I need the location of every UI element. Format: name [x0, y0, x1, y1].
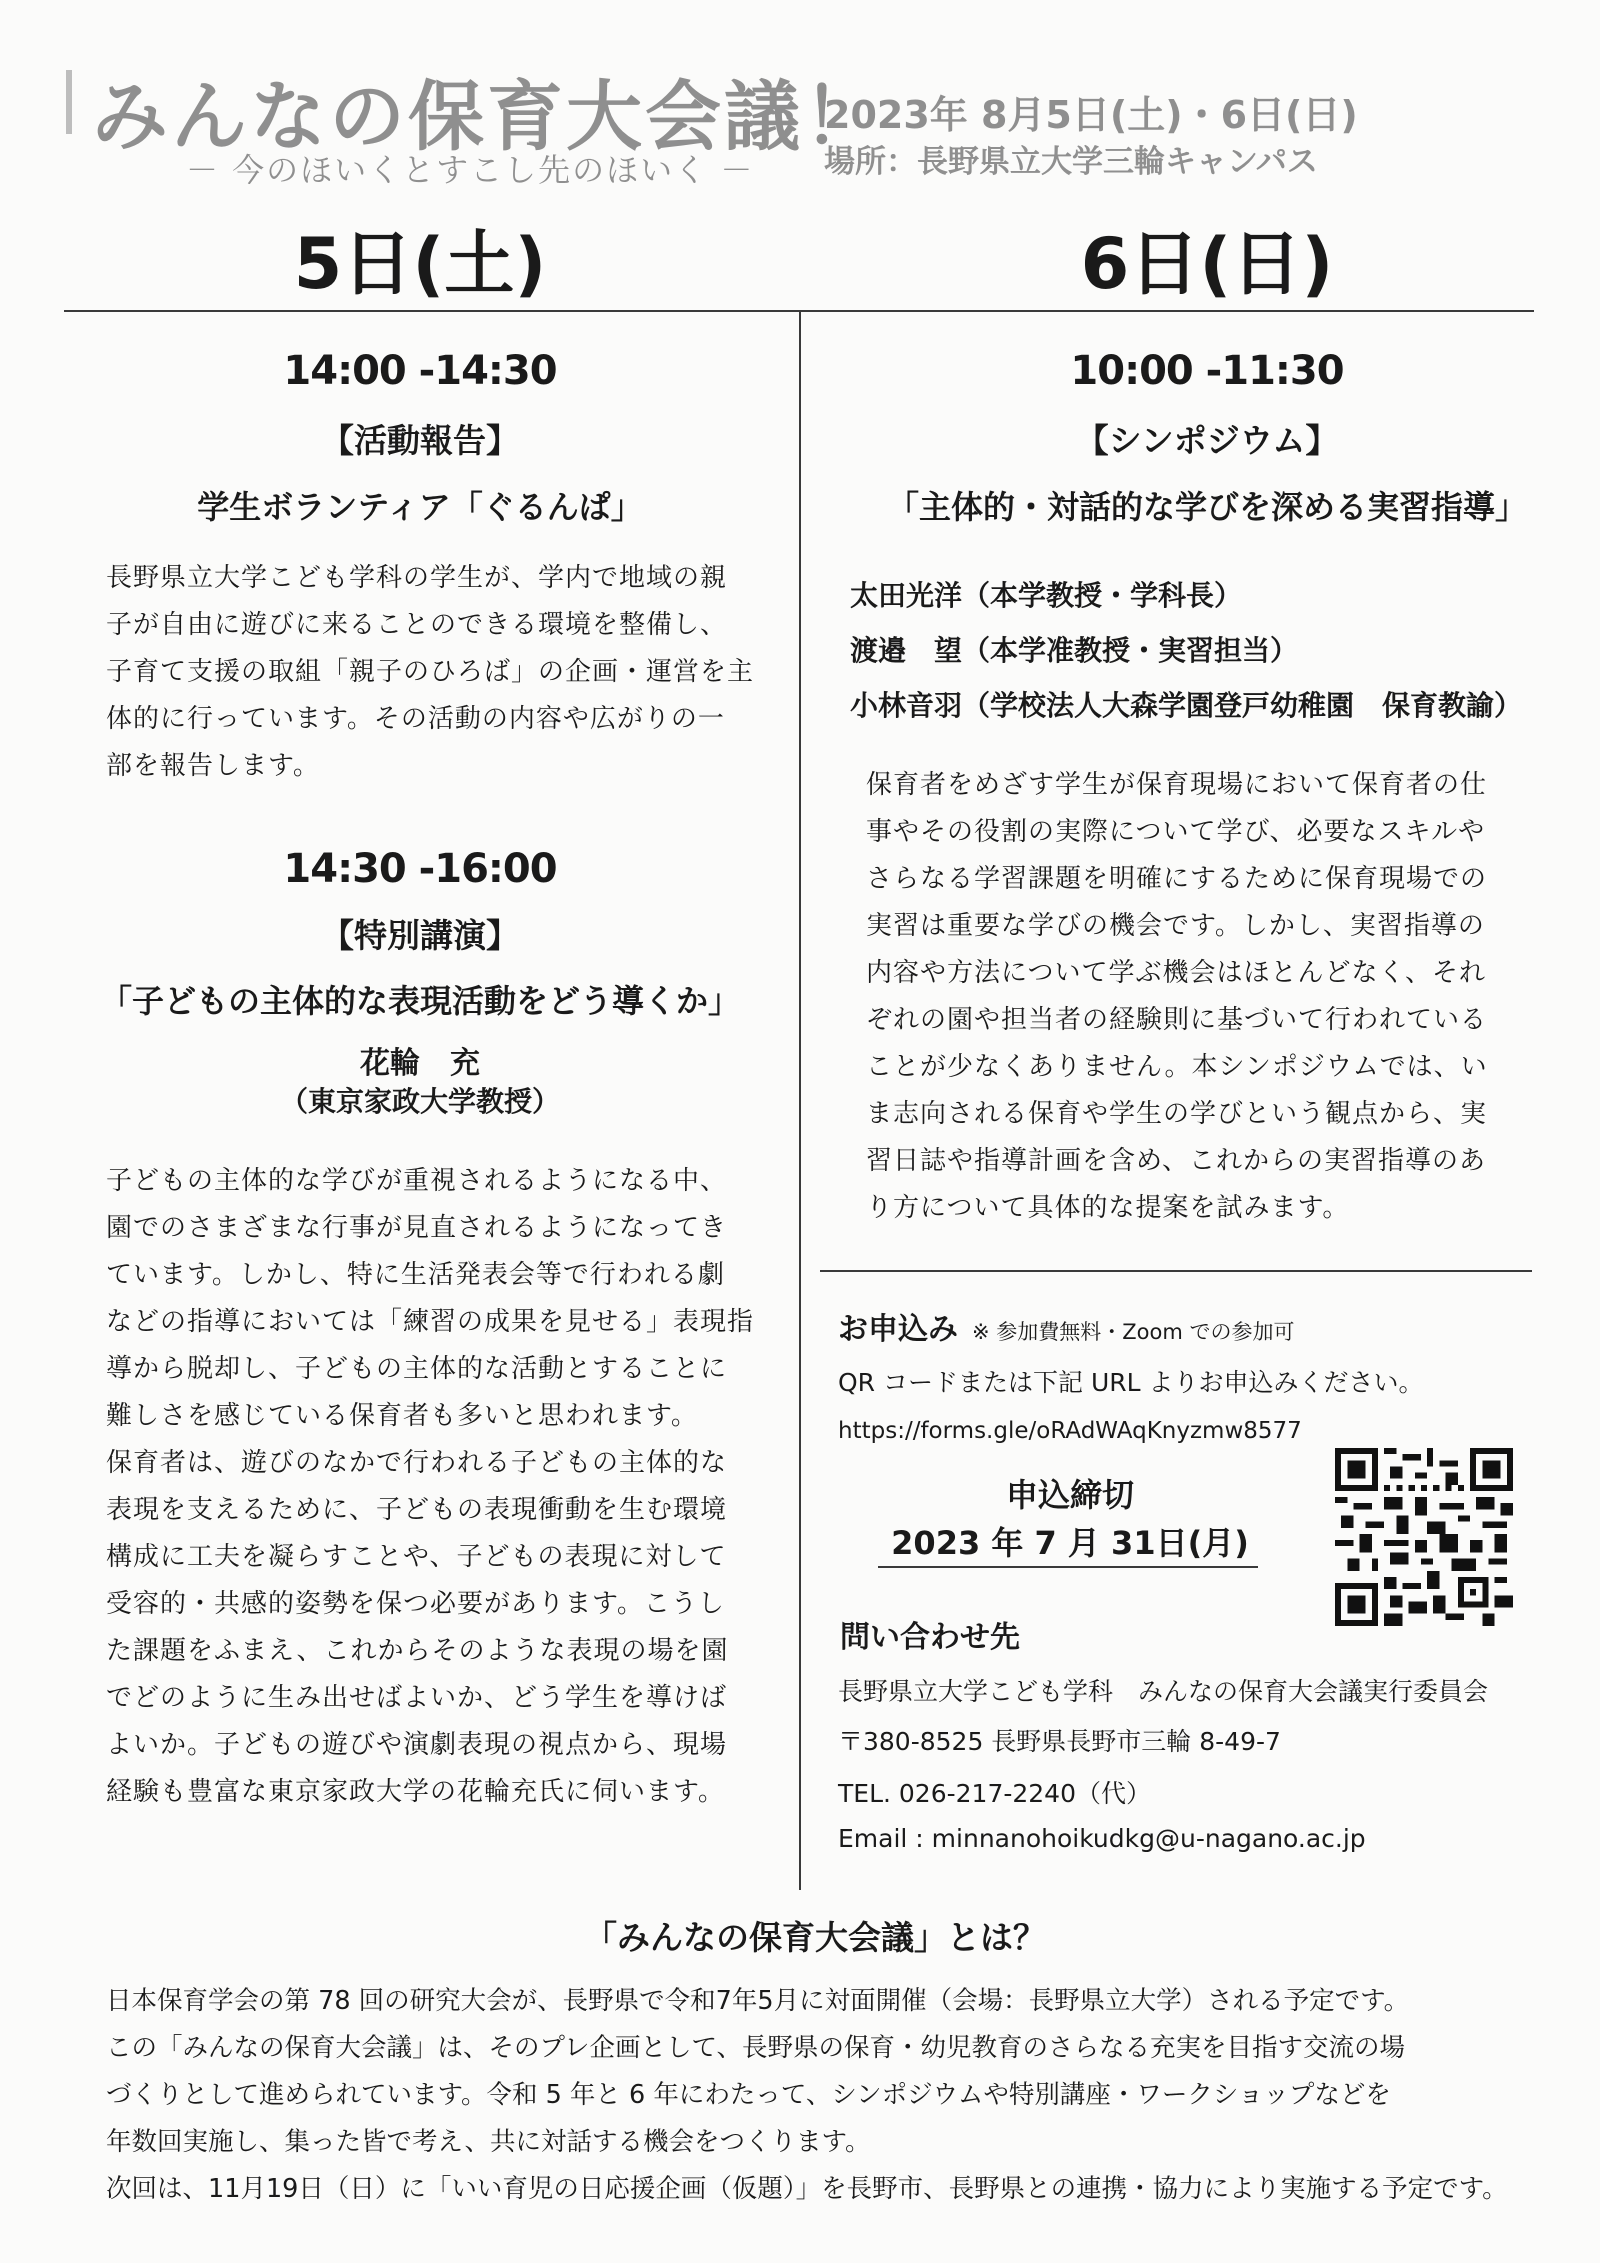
body-line: ぞれの園や担当者の経験則に基づいて行われている	[866, 1005, 1488, 1035]
body-line: 保育者をめざす学生が保育現場において保育者の仕	[866, 770, 1488, 800]
day2-session-time: 10:00 -11:30	[1070, 348, 1344, 394]
contact-address: 〒380-8525 長野県長野市三輪 8-49-7	[838, 1727, 1281, 1756]
body-line: 内容や方法について学ぶ機会はほとんどなく、それ	[866, 958, 1486, 988]
body-line: り方について具体的な提案を試みます。	[866, 1193, 1350, 1223]
day2-session-tag: 【シンポジウム】	[1075, 421, 1339, 460]
apply-note: ※ 参加費無料・Zoom での参加可	[972, 1320, 1295, 1344]
about-line: 日本保育学会の第 78 回の研究大会が、長野県で令和7年5月に対面開催（会場：長野県立大学）される予定です。	[106, 1986, 1410, 2016]
day1-session2-title: 「子どもの主体的な表現活動をどう導くか」	[99, 982, 740, 1020]
panelist: 小林音羽（学校法人大森学園登戸幼稚園 保育教諭）	[850, 689, 1523, 722]
body-line: 体的に行っています。その活動の内容や広がりの一	[106, 704, 725, 734]
body-line: 子どもの主体的な学びが重視されるようになる中、	[106, 1166, 728, 1196]
apply-instruction: QR コードまたは下記 URL よりお申込みください。	[838, 1368, 1424, 1397]
about-line: 次回は、11月19日（日）に「いい育児の日応援企画（仮題）」を長野市、長野県との連携・協力により実施する予定です。	[106, 2174, 1508, 2204]
body-line: 表現を支えるために、子どもの表現衝動を生む環境	[106, 1495, 728, 1525]
body-line: 園でのさまざまな行事が見直されるようになってき	[106, 1213, 728, 1243]
title-accent-bar	[66, 70, 72, 134]
apply-heading-row	[838, 1304, 1294, 1348]
body-line: 子が自由に遊びに来ることのできる環境を整備し、	[106, 610, 728, 640]
contact-tel: TEL. 026-217-2240（代）	[838, 1779, 1151, 1808]
about-heading: 「みんなの保育大会議」とは？	[584, 1918, 1046, 1957]
contact-org: 長野県立大学こども学科 みんなの保育大会議実行委員会	[838, 1677, 1489, 1706]
body-line: よいか。子どもの遊びや演劇表現の視点から、現場	[106, 1730, 728, 1760]
body-line: た課題をふまえ、これからそのような表現の場を園	[106, 1636, 729, 1666]
body-line: でどのように生み出せばよいか、どう学生を導けば	[106, 1683, 728, 1713]
body-line: 習日誌や指導計画を含め、これからの実習指導のあ	[866, 1146, 1486, 1176]
event-title: みんなの保育大会議！	[92, 72, 882, 161]
day1-heading: 5日(土)	[293, 223, 547, 305]
about-line: この「みんなの保育大会議」は、そのプレ企画として、長野県の保育・幼児教育のさらなる充実を目指す交流の場	[106, 2033, 1405, 2063]
apply-url-link[interactable]: https://forms.gle/oRAdWAqKnyzmw8577	[838, 1418, 1302, 1444]
day1-session1-body	[106, 555, 754, 790]
column-divider	[799, 310, 801, 1890]
body-line: 部を報告します。	[106, 751, 320, 781]
body-line: 実習は重要な学びの機会です。しかし、実習指導の	[866, 911, 1485, 941]
deadline-underline	[878, 1566, 1258, 1568]
body-line: 長野県立大学こども学科の学生が、学内で地域の親	[106, 563, 728, 593]
apply-divider	[820, 1270, 1532, 1272]
body-line: 導から脱却し、子どもの主体的な活動とすることに	[106, 1354, 728, 1384]
contact-heading: 問い合わせ先	[840, 1620, 1020, 1655]
body-line: ことが少なくありません。本シンポジウムでは、い	[866, 1052, 1488, 1082]
body-line: 子育て支援の取組「親子のひろば」の企画・運営を主	[106, 657, 755, 687]
event-venue: 場所：長野県立大学三輪キャンパス	[824, 144, 1318, 180]
about-line: づくりとして進められています。令和 5 年と 6 年にわたって、シンポジウムや特別講座・ワークショップなどを	[106, 2080, 1391, 2110]
body-line: などの指導においては「練習の成果を見せる」表現指	[106, 1307, 755, 1337]
day1-session1-time: 14:00 -14:30	[283, 348, 557, 394]
deadline-date: 2023 年 7 月 31日(月)	[891, 1524, 1249, 1562]
panelist: 太田光洋（本学教授・学科長）	[850, 579, 1243, 612]
deadline-label: 申込締切	[1005, 1476, 1134, 1514]
qr-code-icon[interactable]	[1335, 1448, 1513, 1626]
body-line: 構成に工夫を凝らすことや、子どもの表現に対して	[106, 1542, 727, 1572]
day1-session2-time: 14:30 -16:00	[283, 846, 557, 892]
day1-session1-title: 学生ボランティア「ぐるんぱ」	[197, 488, 643, 526]
body-line: さらなる学習課題を明確にするために保育現場での	[866, 864, 1488, 894]
contact-email-link[interactable]: Email : minnanohoikudkg@u-nagano.ac.jp	[838, 1824, 1366, 1853]
apply-heading: お申込み	[838, 1312, 958, 1347]
speaker-affiliation: （東京家政大学教授）	[279, 1085, 560, 1118]
event-subtitle: － 今のほいくとすこし先のほいく －	[186, 151, 755, 189]
event-date: 2023年 8月5日(土)・6日(日)	[824, 93, 1358, 137]
body-line: 受容的・共感的姿勢を保つ必要があります。こうし	[106, 1589, 725, 1619]
body-line: ま志向される保育や学生の学びという観点から、実	[866, 1099, 1488, 1129]
day2-heading: 6日(日)	[1080, 223, 1334, 305]
body-line: 保育者は、遊びのなかで行われる子どもの主体的な	[106, 1448, 728, 1478]
about-line: 年数回実施し、集った皆で考え、共に対話する機会をつくります。	[106, 2127, 871, 2157]
speaker-name: 花輪 充	[360, 1046, 480, 1081]
panelist: 渡邉 望（本学准教授・実習担当）	[850, 634, 1299, 667]
panelist-list	[850, 568, 1522, 733]
day2-session-title: 「主体的・対話的な学びを深める実習指導」	[886, 488, 1527, 526]
day2-session-body	[866, 762, 1488, 1232]
day1-session1-tag: 【活動報告】	[321, 421, 519, 460]
body-line: 事やその役割の実際について学び、必要なスキルや	[866, 817, 1486, 847]
day1-session2-tag: 【特別講演】	[321, 916, 519, 955]
about-body	[106, 1978, 1508, 2213]
body-line: 経験も豊富な東京家政大学の花輪充氏に伺います。	[106, 1777, 725, 1807]
body-line: ています。しかし、特に生活発表会等で行われる劇	[106, 1260, 725, 1290]
day1-session2-body	[106, 1158, 754, 1816]
body-line: 難しさを感じている保育者も多いと思われます。	[106, 1401, 698, 1431]
